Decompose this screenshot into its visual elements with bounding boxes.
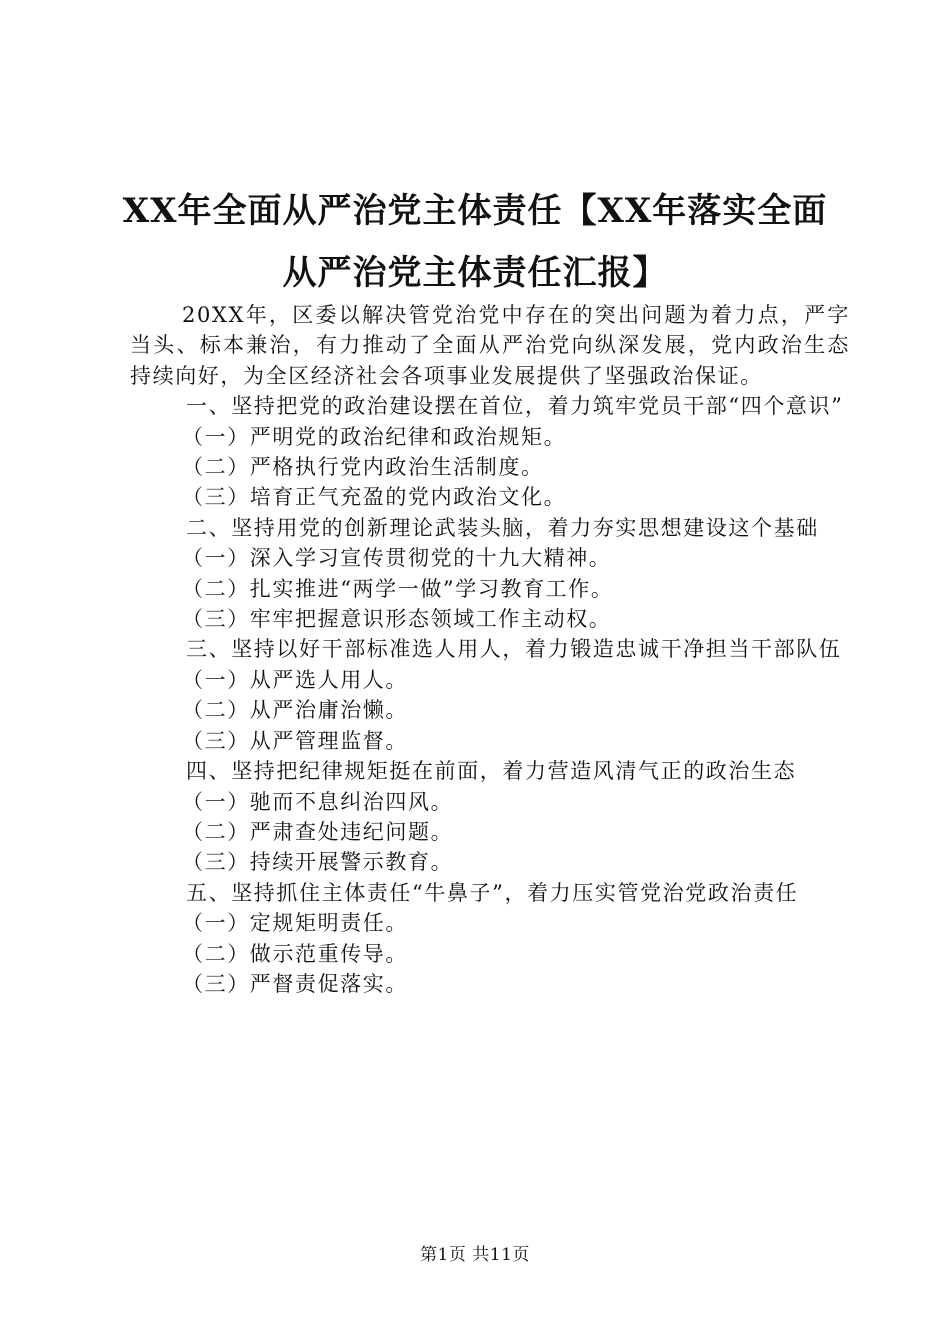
document-title-line-2: 从严治党主体责任汇报】 bbox=[282, 253, 668, 293]
section-item: （一）深入学习宣传贯彻党的十九大精神。 bbox=[182, 546, 612, 571]
section-item: （二）严肃查处违纪问题。 bbox=[182, 819, 454, 844]
intro-paragraph: 20XX年，区委以解决管党治党中存在的突出问题为着力点，严字当头、标本兼治，有力推动了全面从严治党向纵深发展，党内政治生态持续向好，为全区经济社会各项事业发展提供了坚强政治保证。 bbox=[130, 303, 850, 388]
page-number-footer: 第1页 共11页 bbox=[420, 1245, 530, 1265]
document-body bbox=[130, 300, 850, 999]
section-heading: 五、坚持抓住主体责任“牛鼻子”，着力压实管党治党政治责任 bbox=[186, 880, 799, 905]
section-item: （一）定规矩明责任。 bbox=[182, 911, 408, 936]
section-4 bbox=[130, 756, 850, 878]
section-item: （二）严格执行党内政治生活制度。 bbox=[182, 455, 544, 480]
section-5 bbox=[130, 878, 850, 1000]
section-1 bbox=[130, 391, 850, 513]
section-item: （一）驰而不息纠治四风。 bbox=[182, 789, 454, 814]
section-item: （三）持续开展警示教育。 bbox=[182, 850, 454, 875]
section-item: （二）从严治庸治懒。 bbox=[182, 698, 408, 723]
section-item: （二）扎实推进“两学一做”学习教育工作。 bbox=[182, 576, 614, 601]
section-item: （三）牢牢把握意识形态领域工作主动权。 bbox=[182, 607, 612, 632]
document-title-line-1: XX年全面从严治党主体责任【XX年落实全面 bbox=[122, 191, 828, 231]
section-item: （二）做示范重传导。 bbox=[182, 941, 408, 966]
section-item: （三）严督责促落实。 bbox=[182, 971, 408, 996]
section-heading: 三、坚持以好干部标准选人用人，着力锻造忠诚干净担当干部队伍 bbox=[186, 637, 842, 662]
section-heading: 二、坚持用党的创新理论武装头脑，着力夯实思想建设这个基础 bbox=[186, 515, 819, 540]
section-3 bbox=[130, 634, 850, 756]
section-item: （一）从严选人用人。 bbox=[182, 667, 408, 692]
section-heading: 一、坚持把党的政治建设摆在首位，着力筑牢党员干部“四个意识” bbox=[186, 394, 844, 419]
section-item: （三）培育正气充盈的党内政治文化。 bbox=[182, 485, 567, 510]
section-item: （一）严明党的政治纪律和政治规矩。 bbox=[182, 424, 567, 449]
section-heading: 四、坚持把纪律规矩挺在前面，着力营造风清气正的政治生态 bbox=[186, 759, 797, 784]
section-2 bbox=[130, 513, 850, 635]
section-item: （三）从严管理监督。 bbox=[182, 728, 408, 753]
